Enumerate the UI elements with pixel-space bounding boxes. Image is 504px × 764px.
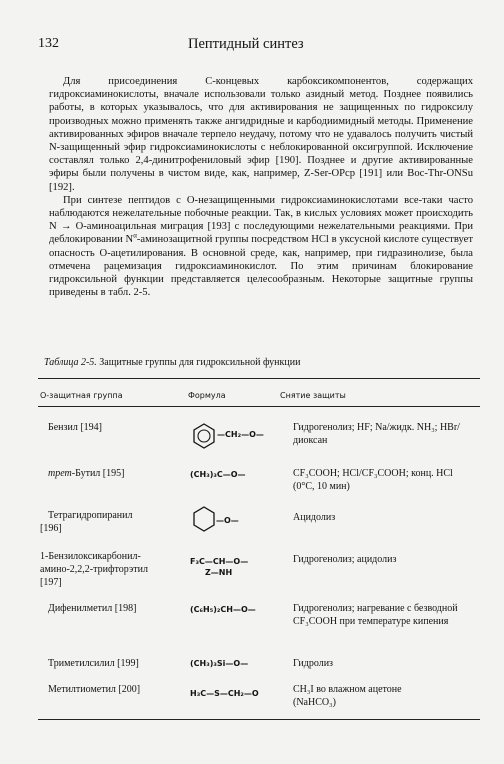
- running-title: Пептидный синтез: [188, 36, 304, 52]
- formula-text: —O—: [216, 516, 239, 525]
- table-row-group: [48, 467, 198, 480]
- formula-text: H₃C—S—CH₂—O: [190, 689, 259, 698]
- column-header-group: О-защитная группа: [40, 391, 123, 400]
- removal-text: Гидролиз: [293, 658, 333, 669]
- table-row-group: Метилтиометил [200]: [48, 684, 141, 695]
- formula-text: (CH₃)₃C—O—: [190, 470, 246, 479]
- column-header-removal: Снятие защиты: [280, 391, 346, 400]
- table-caption: [44, 357, 300, 368]
- group-name: Бензил [194]: [48, 422, 102, 433]
- page-header: [38, 36, 470, 54]
- table-bottom-rule: [38, 719, 480, 720]
- group-prefix: трет: [48, 468, 72, 479]
- removal-text: Гидрогенолиз; нагревание с безводной CF₃COOH при температуре кипения: [293, 603, 458, 627]
- table-header-rule: [38, 406, 480, 407]
- formula-text: (CH₃)₃Si—O—: [190, 659, 249, 668]
- group-name: Тетрагидропиранил: [48, 510, 133, 521]
- table-caption-text: Защитные группы для гидроксильной функции: [96, 357, 301, 368]
- alpha-superscript: α: [133, 231, 137, 240]
- paragraph-2: [49, 194, 473, 300]
- page-number: 132: [38, 36, 59, 51]
- removal-text: Ацидолиз: [293, 512, 336, 523]
- table-row-group: Дифенилметил [198]: [48, 603, 137, 614]
- paragraph-2-part-b: -аминозащитной группы посредством HCl в уксусной кислоте существует опасность О-ацетилирования. В основной среде, как, например, при гидразинолизе, была отмечена рацемизация гидроксиаминокислот. По этим причинам блокирование гидроксильной функции представляется целесообразным. Некоторые защитные группы приведены в табл. 2-5.: [49, 234, 473, 299]
- reference: [196]: [40, 523, 62, 534]
- formula-line-1: F₃C—CH—O—: [190, 557, 249, 566]
- table-top-rule: [38, 378, 480, 379]
- formula-text: (C₆H₅)₂CH—O—: [190, 605, 256, 614]
- table-row-group: Триметилсилил [199]: [48, 658, 139, 669]
- thp-formula: [190, 505, 280, 537]
- formula-text: —CH₂—O—: [217, 430, 264, 439]
- paragraph-1: Для присоединения С-концевых карбоксикомпонентов, содержащих гидроксиаминокислоты, вначале использовали только азидный метод. Позднее появились работы, в которых указывалось, что для активирования не защищенных по гидроксилу производных можно применять также ангидридные и карбодиимидный методы. Применение активированных эфиров вначале терпело неудачу, потому что не удавалось получить чистый N-защищенный эфир гидроксиаминокислоты с неблокированной оксигруппой. Исключение составлял только 2,4-динитрофениловый эфир [190]. Позднее и другие активированные эфиры были получены в чистом виде, как, например, Z-Ser-OPcp [191] или Boc-Thr-ONSu [192].: [49, 76, 473, 193]
- removal-text: Гидрогенолиз; HF; Na/жидк. NH₃; HBr/диоксан: [293, 422, 460, 446]
- group-name: -Бутил [195]: [71, 468, 125, 479]
- table-caption-label: Таблица 2-5.: [44, 357, 97, 368]
- removal-text: CH₃I во влажном ацетоне (NaHCO₃): [293, 684, 402, 708]
- column-header-formula: Формула: [188, 391, 226, 400]
- formula-line-2: Z—NH: [205, 568, 233, 577]
- reference: [197]: [40, 577, 62, 588]
- table-row-group: 1-Бензилоксикарбонил-амино-2,2,2-трифторэтил: [40, 551, 148, 575]
- removal-text: Гидрогенолиз; ацидолиз: [293, 554, 397, 565]
- removal-text: CF₃COOH; HCl/CF₃COOH; конц. HCl (0°C, 10 мин): [293, 468, 453, 492]
- paragraph-2-part-a: При синтезе пептидов с О-незащищенными гидроксиаминокислотами все-таки часто наблюдаются нежелательные побочные реакции. Так, в кислых условиях может происходить N → О-аминоацильная миграция [193] с последующими нежелательными реакциями. При деблокировании N: [49, 194, 473, 246]
- body-text: [49, 75, 473, 299]
- table-row-group: [48, 421, 198, 434]
- table-row-group: [48, 509, 198, 522]
